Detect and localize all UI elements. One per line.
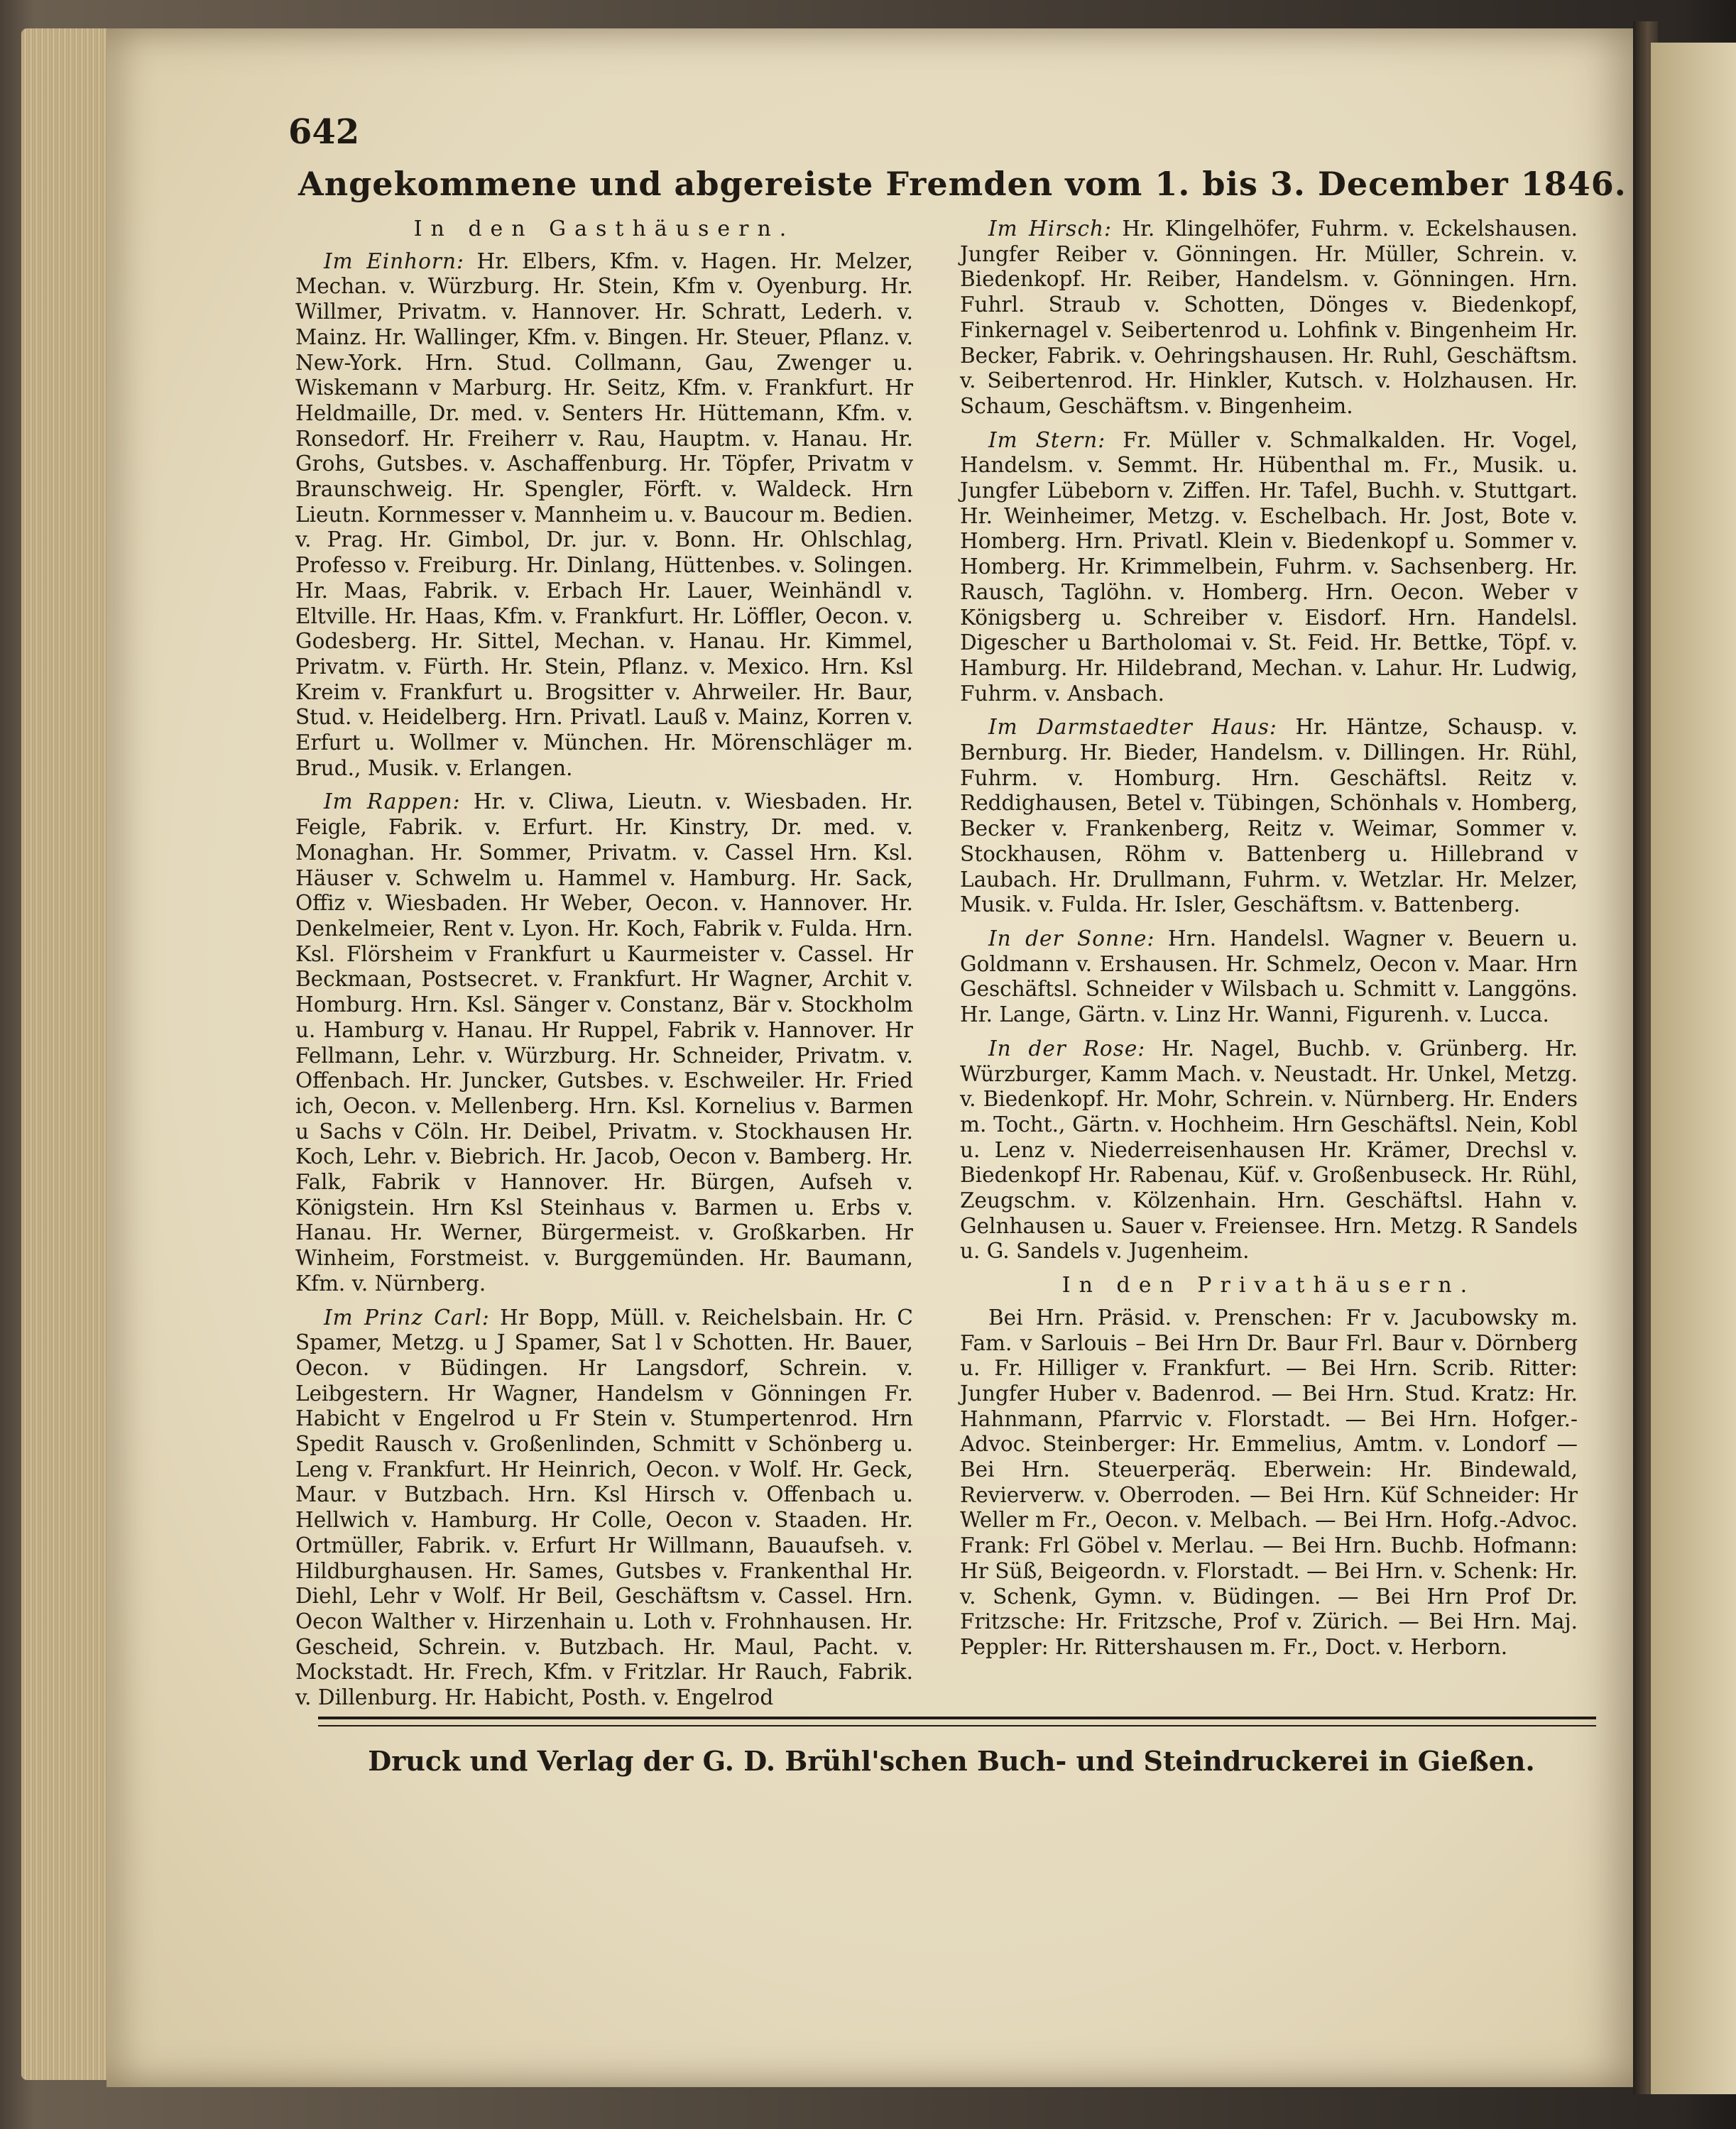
section-heading-gasthaeuser: In den Gasthäusern. [413, 217, 795, 241]
entry-sonne [960, 926, 1578, 1028]
facing-page-edge [1651, 43, 1736, 2094]
entry-rappen [295, 789, 913, 1296]
entry-place: In der Sonne: [988, 926, 1155, 951]
entry-prinz-carl [295, 1306, 913, 1711]
entry-hirsch [960, 217, 1578, 420]
entry-place: Im Darmstaedter Haus: [988, 715, 1277, 740]
entry-text: Hr. Nagel, Buchb. v. Grünberg. Hr. Würzburger, Kamm Mach. v. Neustadt. Hr. Unkel, Metzg. v. Biedenkopf. Hr. Mohr, Schrein. v. Nürnberg. Hr. Enders m. Tocht., Gärtn. v. Hochheim. Hrn Geschäftsl. Nein, Kobl u. Lenz v. Niederreisenhausen Hr. Krämer, Drechsl v. Biedenkopf Hr. Rabenau, Küf. v. Großenbuseck. Hr. Rühl, Zeugschm. v. Kölzenhain. Hrn. Geschäftsl. Hahn v. Gelnhausen u. Sauer v. Freiensee. Hrn. Metzg. R Sandels u. G. Sandels v. Jugenheim. [960, 1036, 1578, 1264]
entry-stern [960, 428, 1578, 707]
entry-einhorn [295, 249, 913, 782]
entry-place: Im Stern: [988, 427, 1106, 452]
footer-rule [318, 1717, 1596, 1726]
page-number: 642 [288, 112, 360, 152]
entry-privathaeuser [960, 1306, 1578, 1660]
entry-text: Hr. Elbers, Kfm. v. Hagen. Hr. Melzer, Mechan. v. Würzburg. Hr. Stein, Kfm v. Oyenburg. Hr. Willmer, Privatm. v. Hannover. Hr. Schratt, Lederh. v. Mainz. Hr. Wallinger, Kfm. v. Bingen. Hr. Steuer, Pflanz. v. New-York. Hrn. Stud. Collmann, Gau, Zwenger u. Wiskemann v Marburg. Hr. Seitz, Kfm. v. Frankfurt. Hr Heldmaille, Dr. med. v. Senters Hr. Hüttemann, Kfm. v. Ronsedorf. Hr. Freiherr v. Rau, Hauptm. v. Hanau. Hr. Grohs, Gutsbes. v. Aschaffenburg. Hr. Töpfer, Privatm v Braunschweig. Hr. Spengler, Förft. v. Waldeck. Hrn Lieutn. Kornmesser v. Mannheim u. v. Baucour m. Bedien. v. Prag. Hr. Gimbol, Dr. jur. v. Bonn. Hr. Ohlschlag, Professo v. Freiburg. Hr. Dinlang, Hüttenbes. v. Solingen. Hr. Maas, Fabrik. v. Erbach Hr. Lauer, Weinhändl v. Eltville. Hr. Haas, Kfm. v. Frankfurt. Hr. Löffler, Oecon. v. Godesberg. Hr. Sittel, Mechan. v. Hanau. Hr. Kimmel, Privatm. v. Fürth. Hr. Stein, Pflanz. v. Mexico. Hrn. Ksl Kreim v. Frankfurt u. Brogsitter v. Ahrweiler. Hr. Baur, Stud. v. Heidelberg. Hrn. Privatl. Lauß v. Mainz, Korren v. Erfurt u. Wollmer v. München. Hr. Mörenschläger m. Brud., Musik. v. Erlangen. [295, 248, 913, 780]
entry-text: Hr Bopp, Müll. v. Reichelsbain. Hr. C Spamer, Metzg. u J Spamer, Sat l v Schotten. Hr. Bauer, Oecon. v Büdingen. Hr Langsdorf, Schrein. v. Leibgestern. Hr Wagner, Handelsm v Gönningen Fr. Habicht v Engelrod u Fr Stein v. Stumpertenrod. Hrn Spedit Rausch v. Großenlinden, Schmitt v Schönberg u. Leng v. Frankfurt. Hr Heinrich, Oecon. v Wolf. Hr. Geck, Maur. v Butzbach. Hrn. Ksl Hirsch v. Offenbach u. Hellwich v. Hamburg. Hr Colle, Oecon v. Staaden. Hr. Ortmüller, Fabrik. v. Erfurt Hr Willmann, Bauaufseh. v. Hildburghausen. Hr. Sames, Gutsbes v. Frankenthal Hr. Diehl, Lehr v Wolf. Hr Beil, Geschäftsm v. Cassel. Hrn. Oecon Walther v. Hirzenhain u. Loth v. Frohnhausen. Hr. Gescheid, Schrein. v. Butzbach. Hr. Maul, Pacht. v. Mockstadt. Hr. Frech, Kfm. v Fritzlar. Hr Rauch, Fabrik. v. Dillenburg. Hr. Habicht, Posth. v. Engelrod [295, 1305, 913, 1710]
printer-imprint: Druck und Verlag der G. D. Brühl'schen Buch- und Steindruckerei in Gießen. [368, 1745, 1535, 1777]
right-column [960, 217, 1578, 1669]
entry-text: Fr. Müller v. Schmalkalden. Hr. Vogel, Handelsm. v. Semmt. Hr. Hübenthal m. Fr., Musik. u. Jungfer Lübeborn v. Ziffen. Hr. Tafel, Buchh. v. Stuttgart. Hr. Weinheimer, Metzg. v. Eschelbach. Hr. Jost, Bote v. Homberg. Hrn. Privatl. Klein v. Biedenkopf u. Sommer v. Homberg. Hr. Krimmelbein, Fuhrm. v. Sachsenberg. Hr. Rausch, Taglöhn. v. Homberg. Hrn. Oecon. Weber v Königsberg u. Schreiber v. Eisdorf. Hrn. Handelsl. Digescher u Bartholomai v. St. Feid. Hr. Bettke, Töpf. v. Hamburg. Hr. Hildebrand, Mechan. v. Lahur. Hr. Ludwig, Fuhrm. v. Ansbach. [960, 427, 1578, 706]
entry-text: Hr. Klingelhöfer, Fuhrm. v. Eckelshausen. Jungfer Reiber v. Gönningen. Hr. Müller, Schrein. v. Biedenkopf. Hr. Reiber, Handelsm. v. Gönningen. Hrn. Fuhrl. Straub v. Schotten, Dönges v. Biedenkopf, Finkernagel v. Seibertenrod u. Lohfink v. Bingenheim Hr. Becker, Fabrik. v. Oehringshausen. Hr. Ruhl, Geschäftsm. v. Seibertenrod. Hr. Hinkler, Kutsch. v. Holzhausen. Hr. Schaum, Geschäftsm. v. Bingenheim. [960, 217, 1578, 418]
page-title: Angekommene und abgereiste Fremden vom 1. bis 3. December 1846. [298, 165, 1627, 203]
entry-rose [960, 1036, 1578, 1264]
entry-place: Im Rappen: [324, 789, 461, 814]
entry-text: Hrn. Handelsl. Wagner v. Beuern u. Goldmann v. Ershausen. Hr. Schmelz, Oecon v. Maar. Hrn Geschäftsl. Schneider v Wilsbach u. Schmitt v. Langgöns. Hr. Lange, Gärtn. v. Linz Hr. Wanni, Figurenh. v. Lucca. [960, 926, 1578, 1027]
entry-darmstaedter-haus [960, 715, 1578, 918]
section-heading-privathaeuser: In den Privathäusern. [1061, 1273, 1476, 1298]
entry-place: Im Einhorn: [324, 248, 464, 273]
left-column [295, 217, 913, 1719]
entry-place: Im Prinz Carl: [324, 1305, 490, 1330]
entry-place: In der Rose: [988, 1036, 1146, 1061]
entry-text: Bei Hrn. Präsid. v. Prenschen: Fr v. Jacubowsky m. Fam. v Sarlouis – Bei Hrn Dr. Baur Frl. Baur v. Dörnberg u. Fr. Hilliger v. Frankfurt. — Bei Hrn. Scrib. Ritter: Jungfer Huber v. Badenrod. — Bei Hrn. Stud. Kratz: Hr. Hahnmann, Pfarrvic v. Florstadt. — Bei Hrn. Hofger.-Advoc. Steinberger: Hr. Emmelius, Amtm. v. Londorf — Bei Hrn. Steuerperäq. Eberwein: Hr. Bindewald, Revierverw. v. Oberroden. — Bei Hrn. Küf Schneider: Hr Weller m Fr., Oecon. v. Melbach. — Bei Hrn. Hofg.-Advoc. Frank: Frl Göbel v. Merlau. — Bei Hrn. Buchb. Hofmann: Hr Süß, Beigeordn. v. Florstadt. — Bei Hrn. v. Schenk: Hr. v. Schenk, Gymn. v. Büdingen. — Bei Hrn Prof Dr. Fritzsche: Hr. Fritzsche, Prof v. Zürich. — Bei Hrn. Maj. Peppler: Hr. Rittershausen m. Fr., Doct. v. Herborn. [960, 1305, 1578, 1659]
entry-place: Im Hirsch: [988, 217, 1112, 241]
entry-text: Hr. v. Cliwa, Lieutn. v. Wiesbaden. Hr. Feigle, Fabrik. v. Erfurt. Hr. Kinstry, Dr. med. v. Monaghan. Hr. Sommer, Privatm. v. Cassel Hrn. Ksl. Häuser v. Schwelm u. Hammel v. Hamburg. Hr. Sack, Offiz v. Wiesbaden. Hr Weber, Oecon. v. Hannover. Hr. Denkelmeier, Rent v. Lyon. Hr. Koch, Fabrik v. Fulda. Hrn. Ksl. Flörsheim v Frankfurt u Kaurmeister v. Cassel. Hr Beckmaan, Postsecret. v. Frankfurt. Hr Wagner, Archit v. Homburg. Hrn. Ksl. Sänger v. Constanz, Bär v. Stockholm u. Hamburg v. Hanau. Hr Ruppel, Fabrik v. Hannover. Hr Fellmann, Lehr. v. Würzburg. Hr. Schneider, Privatm. v. Offenbach. Hr. Juncker, Gutsbes. v. Eschweiler. Hr. Fried ich, Oecon. v. Mellenberg. Hrn. Ksl. Kornelius v. Barmen u Sachs v Cöln. Hr. Deibel, Privatm. v. Stockhausen Hr. Koch, Lehr. v. Biebrich. Hr. Jacob, Oecon v. Bamberg. Hr. Falk, Fabrik v Hannover. Hr. Bürgen, Aufseh v. Königstein. Hrn Ksl Steinhaus v. Barmen u. Erbs v. Hanau. Hr. Werner, Bürgermeist. v. Großkarben. Hr Winheim, Forstmeist. v. Burggemünden. Hr. Baumann, Kfm. v. Nürnberg. [295, 789, 913, 1296]
entry-text: Hr. Häntze, Schausp. v. Bernburg. Hr. Bieder, Handelsm. v. Dillingen. Hr. Rühl, Fuhrm. v. Homburg. Hrn. Geschäftsl. Reitz v. Reddighausen, Betel v. Tübingen, Schönhals v. Homberg, Becker v. Frankenberg, Reitz v. Weimar, Sommer v. Stockhausen, Röhm v. Battenberg u. Hillebrand v Laubach. Hr. Drullmann, Fuhrm. v. Wetzlar. Hr. Melzer, Musik. v. Fulda. Hr. Isler, Geschäftsm. v. Battenberg. [960, 715, 1578, 917]
